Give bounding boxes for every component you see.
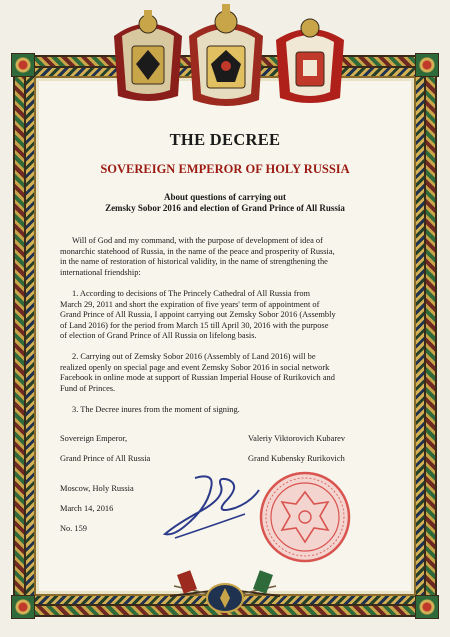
text-line: 2. Carrying out of Zemsky Sobor 2016 (Assembly of Land 2016) will be [72, 352, 316, 361]
text-line: March 29, 2011 and short the expiration of five years' term of appointment of [60, 299, 320, 309]
frame-corner-ornament [11, 595, 35, 619]
text-line: Will of God and my command, with the purpose of development of idea of [72, 236, 323, 245]
text-line: realized openly on special page and event Zemsky Sobor 2016 in social network [60, 362, 330, 372]
intro-paragraph [60, 236, 390, 278]
text-line: international friendship: [60, 267, 141, 277]
about-line: Zemsky Sobor 2016 and election of Grand Prince of All Russia [105, 203, 345, 213]
signatory-title: Sovereign Emperor, [60, 434, 128, 443]
text-line: in the name of restoration of historical validity, in the name of strengthening the [60, 257, 328, 267]
signatory-name-2: Grand Kubensky Rurikovich [248, 454, 345, 463]
decree-date: March 14, 2016 [60, 504, 114, 513]
decree-title: THE DECREE [169, 130, 281, 149]
coat-of-arms-left-icon [108, 6, 188, 106]
text-line: of election of Grand Prince of All Russia on lifelong basis. [60, 331, 257, 341]
coat-of-arms-right-icon [270, 12, 350, 108]
coat-of-arms-center-icon [185, 2, 267, 114]
signatory-title-2: Grand Prince of All Russia [60, 454, 151, 463]
decree-subtitle: SOVEREIGN EMPEROR OF HOLY RUSSIA [100, 162, 350, 176]
item-1-paragraph [60, 289, 390, 342]
item-2-paragraph [60, 352, 390, 394]
text-line: Grand Prince of All Russia, I appoint carrying out Zemsky Sobor 2016 (Assembly [60, 310, 336, 320]
frame-corner-ornament [11, 53, 35, 77]
official-seal-stamp-icon [258, 470, 352, 564]
item-3-paragraph: 3. The Decree inures from the moment of signing. [72, 405, 240, 414]
about-line: About questions of carrying out [163, 192, 286, 202]
text-line: monarchic statehood of Russia, in the name of the peace and prosperity of Russia, [60, 246, 335, 256]
frame-corner-ornament [415, 595, 439, 619]
text-line: Facebook in online mode at support of Russian Imperial House of Rurikovich and [60, 373, 335, 383]
decree-place: Moscow, Holy Russia [60, 484, 134, 493]
decree-about-heading [60, 192, 390, 214]
text-line: of Land 2016) for the period from March 15 till April 30, 2016 with the purpose [60, 320, 329, 330]
frame-corner-ornament [415, 53, 439, 77]
text-line: Fund of Princes. [60, 383, 116, 393]
text-line: 1. According to decisions of The Princely Cathedral of All Russia from [72, 289, 311, 298]
handwritten-signature-icon [155, 468, 265, 548]
decree-number: No. 159 [60, 524, 87, 533]
bottom-crest-ornament-icon [160, 566, 290, 616]
signatory-name: Valeriy Viktorovich Kubarev [248, 434, 346, 443]
